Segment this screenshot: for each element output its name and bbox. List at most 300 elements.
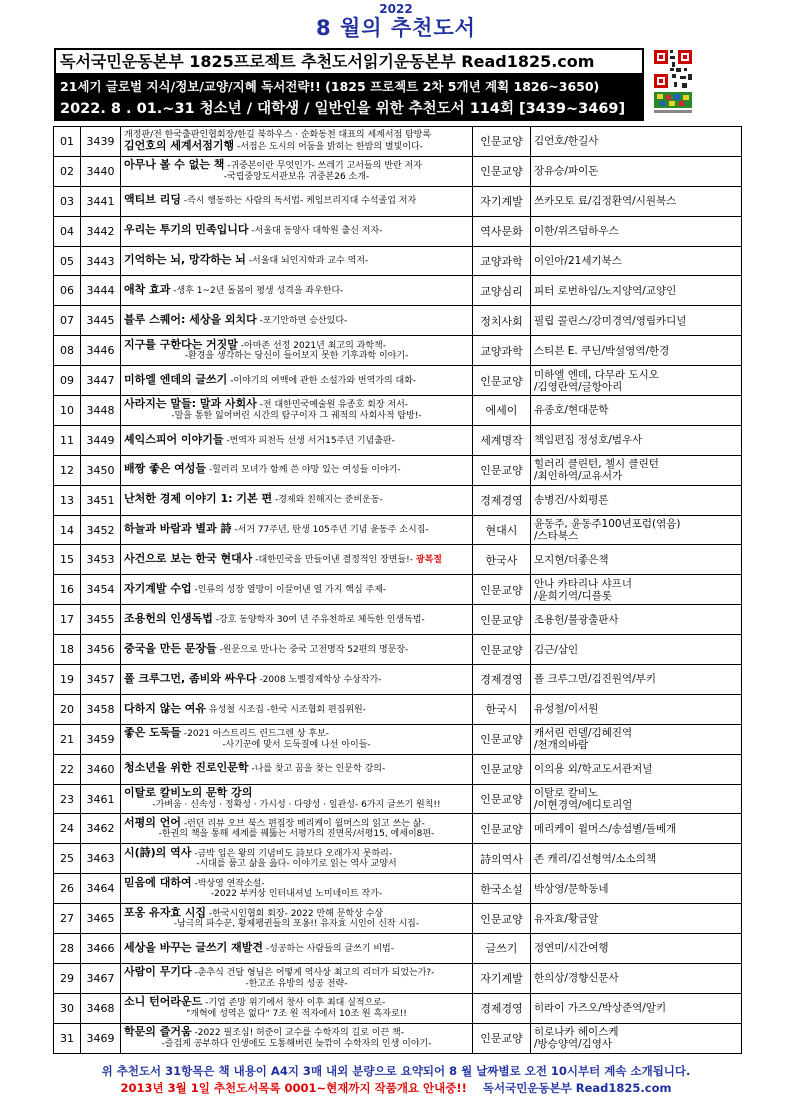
book-category: 인문교양 — [473, 127, 531, 157]
table-row — [54, 754, 742, 784]
footer-info — [0, 1080, 792, 1096]
book-info — [121, 366, 473, 396]
row-number: 19 — [54, 665, 81, 695]
book-category: 경제경영 — [473, 993, 531, 1023]
book-code: 3439 — [81, 127, 121, 157]
book-code: 3467 — [81, 963, 121, 993]
table-row — [54, 665, 742, 695]
table-row — [54, 186, 742, 216]
book-description: -2008 노벨경제학상 수상작가- — [259, 674, 382, 685]
book-category: 글쓰기 — [473, 934, 531, 964]
book-description-2: -환경을 생각하는 당신이 들어보지 못한 기후과학 이야기- — [184, 351, 409, 362]
book-info — [121, 336, 473, 366]
book-publisher: 한의상/경향신문사 — [534, 972, 619, 985]
row-number: 01 — [54, 127, 81, 157]
book-title[interactable]: 소니 턴어라운드 — [124, 995, 203, 1009]
book-title[interactable]: 세상을 바꾸는 글쓰기 재발견 — [124, 940, 263, 954]
book-description: -서울대 뇌인지학과 교수 역저- — [248, 256, 369, 267]
book-author-publisher — [531, 366, 742, 396]
book-info — [121, 545, 473, 575]
book-publisher: 이의용 외/학교도서관저널 — [534, 763, 653, 776]
book-publisher: 박상영/문학동네 — [534, 882, 609, 895]
book-description: -이야기의 여백에 관한 소설가와 번역가의 대화- — [230, 375, 417, 386]
book-category: 인문교양 — [473, 635, 531, 665]
book-description-2: -국립중앙도서관보유 귀중본26 소개- — [223, 171, 370, 182]
book-code: 3465 — [81, 904, 121, 934]
row-number: 27 — [54, 904, 81, 934]
book-publisher: 윤동주, 윤동주100년포럼(엮음) — [534, 518, 681, 531]
book-code: 3440 — [81, 156, 121, 186]
book-description: -서울대 동양사 대학원 출신 저자- — [251, 226, 383, 237]
book-category: 한국사 — [473, 545, 531, 575]
book-code: 3446 — [81, 336, 121, 366]
book-publisher: 안나 카타리나 샤프너 — [534, 577, 632, 590]
book-description-2: -즐겁게 공부하다 인생에도 도통해버린 늦깎이 수학자의 인생 이야기- — [161, 1038, 432, 1049]
table-row — [54, 336, 742, 366]
page-title: 8 월의 추천도서 — [316, 16, 476, 40]
book-code: 3454 — [81, 575, 121, 605]
book-code: 3466 — [81, 934, 121, 964]
book-description-2: -시대를 품고 삶을 읊다- 이야기로 읽는 역사 교양서 — [196, 859, 397, 870]
book-publisher: 필립 콜린스/강미경역/영림카디널 — [534, 314, 687, 327]
book-category: 교양심리 — [473, 276, 531, 306]
book-author-publisher — [531, 724, 742, 754]
book-title[interactable]: 청소년을 위한 진로인문학 — [124, 761, 249, 775]
book-category: 세계명작 — [473, 425, 531, 455]
row-number: 07 — [54, 306, 81, 336]
book-author-publisher — [531, 276, 742, 306]
book-title[interactable]: 다하지 않는 여유 — [124, 701, 207, 715]
book-info — [121, 127, 473, 157]
row-number: 28 — [54, 934, 81, 964]
book-publisher-2: /방승양역/김영사 — [534, 1038, 613, 1051]
table-row — [54, 904, 742, 934]
row-number: 02 — [54, 156, 81, 186]
book-info — [121, 1023, 473, 1053]
row-number: 09 — [54, 366, 81, 396]
book-publisher-2: /윤희기역/디플롯 — [534, 589, 613, 602]
book-category: 교양과학 — [473, 336, 531, 366]
book-code: 3452 — [81, 515, 121, 545]
book-publisher: 책임편집 정성호/범우사 — [534, 434, 643, 447]
table-row — [54, 934, 742, 964]
book-description: -서점은 도시의 어둠을 밝히는 한밤의 별빛이다- — [236, 141, 423, 152]
book-description: -2022 필조심! 허준이 교수를 수학자의 길로 이끈 책- — [194, 1028, 404, 1039]
book-author-publisher — [531, 605, 742, 635]
book-category: 에세이 — [473, 396, 531, 426]
book-author-publisher — [531, 515, 742, 545]
book-title[interactable]: 포옹 유자효 시집 — [124, 905, 207, 919]
book-description-2: -말을 통한 잃어버린 시간의 탐구이자 그 궤적의 사회사적 탐방!- — [171, 410, 422, 421]
book-pre-description: 개정판/전 한국출판인협회장/한길 북하우스 · 순화동천 대표의 세계서점 탐방록 — [124, 130, 432, 141]
book-category: 인문교양 — [473, 575, 531, 605]
book-description: -런던 리뷰 오브 북스 편집장 메리케이 윌머스의 읽고 쓰는 삶- — [183, 818, 425, 829]
book-description: -포기안하면 승산있다- — [259, 316, 348, 327]
book-description: -귀중본이란 무엇인가- 쓰레기 고서들의 반란 저자 — [227, 161, 422, 172]
recommended-books-table — [53, 126, 742, 1054]
row-number: 12 — [54, 455, 81, 485]
footer-catalog-note: 2013년 3월 1일 추천도서목록 0001~현재까지 작품개요 안내중!! — [120, 1081, 467, 1095]
book-code: 3455 — [81, 605, 121, 635]
book-author-publisher — [531, 216, 742, 246]
book-author-publisher — [531, 635, 742, 665]
table-row — [54, 814, 742, 844]
book-publisher: 송병건/사회평론 — [534, 494, 609, 507]
book-author-publisher — [531, 156, 742, 186]
book-code: 3447 — [81, 366, 121, 396]
book-code: 3441 — [81, 186, 121, 216]
book-code: 3449 — [81, 425, 121, 455]
book-category: 인문교양 — [473, 605, 531, 635]
book-code: 3457 — [81, 665, 121, 695]
book-title[interactable]: 사라지는 말들: 말과 사회사 — [124, 397, 257, 411]
table-row — [54, 545, 742, 575]
book-author-publisher — [531, 963, 742, 993]
table-row — [54, 216, 742, 246]
book-description-2: "개혁에 성역은 없다" 7조 원 적자에서 10조 원 흑자로!! — [186, 1008, 407, 1019]
book-description: -2021 아스트리드 린드그렌 상 후보- — [183, 729, 330, 740]
book-description: -원문으로 만나는 중국 고전명작 52편의 명문장- — [219, 644, 409, 655]
book-author-publisher — [531, 306, 742, 336]
book-code: 3458 — [81, 694, 121, 724]
book-code: 3450 — [81, 455, 121, 485]
book-category: 인문교양 — [473, 814, 531, 844]
book-publisher: 힐러리 클린턴, 첼시 클린턴 — [534, 458, 659, 471]
row-number: 24 — [54, 814, 81, 844]
book-author-publisher — [531, 844, 742, 874]
book-info — [121, 276, 473, 306]
book-info — [121, 396, 473, 426]
book-category: 현대시 — [473, 515, 531, 545]
book-info — [121, 934, 473, 964]
row-number: 22 — [54, 754, 81, 784]
book-title[interactable]: 블루 스퀘어: 세상을 외치다 — [124, 313, 257, 327]
book-code: 3451 — [81, 485, 121, 515]
book-publisher-2: /최인하역/교유서가 — [534, 470, 623, 483]
book-title[interactable]: 믿음에 대하여 — [124, 875, 192, 889]
book-publisher: 유종호/현대문학 — [534, 404, 609, 417]
book-description: -기업 존망 위기에서 창사 이후 최대 실적으로- — [205, 998, 386, 1009]
table-row — [54, 396, 742, 426]
book-title[interactable]: 액티브 리딩 — [124, 193, 181, 207]
row-number: 11 — [54, 425, 81, 455]
book-title[interactable]: 아무나 볼 수 없는 책 — [124, 158, 225, 172]
row-number: 31 — [54, 1023, 81, 1053]
book-description: -춘추식 건달 형님은 어떻게 역사상 최고의 리더가 되었는가?- — [194, 968, 435, 979]
book-code: 3453 — [81, 545, 121, 575]
book-code: 3456 — [81, 635, 121, 665]
book-title[interactable]: 김언호의 세계서점기행 — [124, 138, 235, 152]
book-author-publisher — [531, 814, 742, 844]
table-row — [54, 844, 742, 874]
book-title[interactable]: 중국을 만든 문장들 — [124, 641, 217, 655]
book-publisher: 김언호/한길사 — [534, 135, 599, 148]
book-author-publisher — [531, 665, 742, 695]
book-description: -즉시 행동하는 사람의 독서법- 케임브리지대 수석졸업 저자 — [183, 196, 417, 207]
book-info — [121, 814, 473, 844]
book-author-publisher — [531, 545, 742, 575]
row-number: 15 — [54, 545, 81, 575]
book-info — [121, 635, 473, 665]
book-info — [121, 515, 473, 545]
row-number: 25 — [54, 844, 81, 874]
book-description: 유성철 시조집 -한국 시조협회 편집위원- — [208, 704, 366, 715]
row-number: 21 — [54, 724, 81, 754]
row-number: 03 — [54, 186, 81, 216]
book-description: -성공하는 사람들의 글쓰기 비법- — [265, 943, 394, 954]
book-title[interactable]: 하늘과 바람과 별과 詩 — [124, 522, 232, 536]
book-info — [121, 874, 473, 904]
book-category: 인문교양 — [473, 904, 531, 934]
row-number: 05 — [54, 246, 81, 276]
table-row — [54, 156, 742, 186]
table-row — [54, 306, 742, 336]
book-info — [121, 216, 473, 246]
table-row — [54, 993, 742, 1023]
table-row — [54, 366, 742, 396]
book-category: 한국소설 — [473, 874, 531, 904]
book-author-publisher — [531, 396, 742, 426]
book-category: 한국시 — [473, 694, 531, 724]
book-info — [121, 306, 473, 336]
book-publisher: 정연미/시간여행 — [534, 942, 609, 955]
table-row — [54, 694, 742, 724]
banner-organization: 독서국민운동본부 1825프로젝트 추천도서읽기운동본부 Read1825.com — [54, 48, 644, 75]
book-author-publisher — [531, 1023, 742, 1053]
table-row — [54, 724, 742, 754]
footer-notice: 위 추천도서 31항목은 책 내용이 A4지 3매 내외 분량으로 요약되어 8 월 날짜별로 오전 10시부터 계속 소개됩니다. — [101, 1064, 691, 1078]
book-publisher: 유성철/이서원 — [534, 703, 599, 716]
book-category: 인문교양 — [473, 724, 531, 754]
book-title[interactable]: 폴 크루그먼, 좀비와 싸우다 — [124, 671, 257, 685]
book-title[interactable]: 학문의 즐거움 — [124, 1025, 192, 1039]
book-info — [121, 186, 473, 216]
book-publisher: 장유승/파이돈 — [534, 165, 599, 178]
book-title[interactable]: 애착 효과 — [124, 283, 171, 297]
book-title[interactable]: 사람이 무기다 — [124, 965, 192, 979]
book-code: 3460 — [81, 754, 121, 784]
row-number: 26 — [54, 874, 81, 904]
footer-website-link[interactable]: 독서국민운동본부 Read1825.com — [482, 1081, 672, 1095]
book-publisher: 조용헌/불광출판사 — [534, 613, 619, 626]
book-info — [121, 754, 473, 784]
book-description-2: -한권의 책을 통해 세계를 꿰뚫는 서평가의 진면목/서평15, 에세이8편- — [158, 829, 435, 840]
book-title[interactable]: 조용헌의 인생독법 — [124, 611, 213, 625]
table-row — [54, 276, 742, 306]
book-author-publisher — [531, 246, 742, 276]
book-title[interactable]: 난처한 경제 이야기 1: 기본 편 — [124, 492, 273, 506]
row-number: 23 — [54, 784, 81, 814]
book-author-publisher — [531, 904, 742, 934]
row-number: 18 — [54, 635, 81, 665]
book-description: -대한민국을 만들어낸 결정적인 장면들!- — [255, 555, 414, 566]
book-info — [121, 665, 473, 695]
book-category: 경제경영 — [473, 485, 531, 515]
table-row — [54, 127, 742, 157]
book-author-publisher — [531, 934, 742, 964]
book-title[interactable]: 사건으로 보는 한국 현대사 — [124, 552, 253, 566]
book-category: 詩의역사 — [473, 844, 531, 874]
book-publisher-2: /김영란역/글항아리 — [534, 380, 623, 393]
book-title[interactable]: 서평의 언어 — [124, 815, 181, 829]
book-description: -힐러리 모녀가 함께 쓴 야망 있는 여성들 이야기- — [208, 465, 401, 476]
book-info — [121, 156, 473, 186]
book-description: -전 대한민국예술원 유종호 회장 저서- — [259, 400, 409, 411]
year-label: 2022 — [379, 2, 413, 16]
book-author-publisher — [531, 754, 742, 784]
book-author-publisher — [531, 575, 742, 605]
table-row — [54, 1023, 742, 1053]
book-publisher: 이한/위즈덤하우스 — [534, 225, 619, 238]
book-code: 3448 — [81, 396, 121, 426]
row-number: 08 — [54, 336, 81, 366]
table-row — [54, 784, 742, 814]
book-title[interactable]: 지구를 구한다는 거짓말 — [124, 337, 238, 351]
book-category: 역사문화 — [473, 216, 531, 246]
table-row — [54, 635, 742, 665]
book-publisher: 유자효/황금알 — [534, 912, 599, 925]
table-row — [54, 963, 742, 993]
book-info — [121, 993, 473, 1023]
book-title[interactable]: 배짱 좋은 여성들 — [124, 462, 207, 476]
book-description: -금박 입은 왕의 기념비도 詩보다 오래가지 못하리- — [194, 848, 393, 859]
book-category: 인문교양 — [473, 156, 531, 186]
book-info — [121, 605, 473, 635]
book-title[interactable]: 자기계발 수업 — [124, 582, 192, 596]
book-publisher: 존 캐리/김선형역/소소의책 — [534, 852, 656, 865]
book-title[interactable]: 기억하는 뇌, 망각하는 뇌 — [124, 253, 246, 267]
book-category: 정치사회 — [473, 306, 531, 336]
book-description: -서거 77주년, 탄생 105주년 기념 윤동주 소시집- — [234, 525, 429, 536]
table-row — [54, 874, 742, 904]
book-publisher: 이탈로 칼비노 — [534, 787, 599, 800]
book-title[interactable]: 이탈로 칼비노의 문학 강의 — [124, 786, 253, 800]
book-publisher-2: /스타북스 — [534, 530, 579, 543]
book-code: 3469 — [81, 1023, 121, 1053]
book-code: 3463 — [81, 844, 121, 874]
table-row — [54, 425, 742, 455]
book-publisher: 모지현/더좋은책 — [534, 553, 609, 566]
book-author-publisher — [531, 993, 742, 1023]
book-description: -아마존 선정 2021년 최고의 과학책- — [240, 340, 386, 351]
book-category: 자기계발 — [473, 186, 531, 216]
book-publisher-2: /이현경역/에디토리얼 — [534, 799, 633, 812]
book-code: 3442 — [81, 216, 121, 246]
book-description: -박상영 연작소설- — [194, 878, 265, 889]
book-description-2: -2022 부커상 인터내셔널 노미네이트 작가- — [210, 889, 383, 900]
book-category: 교양과학 — [473, 246, 531, 276]
book-description: -경제와 친해지는 준비운동- — [274, 495, 383, 506]
book-author-publisher — [531, 784, 742, 814]
book-description: -번역자 피천득 선생 서거15주년 기념출판- — [226, 435, 395, 446]
book-description-2: -가벼움 · 신속성 · 정확성 · 가시성 · 다양성 · 일관성- 6가지 글쓰기 원칙!! — [152, 799, 441, 810]
book-category: 인문교양 — [473, 455, 531, 485]
table-row — [54, 485, 742, 515]
book-info — [121, 455, 473, 485]
book-code: 3461 — [81, 784, 121, 814]
book-info — [121, 904, 473, 934]
book-code: 3464 — [81, 874, 121, 904]
book-info — [121, 694, 473, 724]
book-title[interactable]: 우리는 투기의 민족입니다 — [124, 223, 249, 237]
book-description-2: -한고조 유방의 성공 전략- — [245, 978, 348, 989]
qr-code-icon[interactable] — [652, 48, 694, 116]
book-info — [121, 724, 473, 754]
row-number: 16 — [54, 575, 81, 605]
book-author-publisher — [531, 336, 742, 366]
row-number: 10 — [54, 396, 81, 426]
table-row — [54, 455, 742, 485]
row-number: 30 — [54, 993, 81, 1023]
book-info — [121, 844, 473, 874]
book-info — [121, 784, 473, 814]
table-row — [54, 246, 742, 276]
book-description: -한국시인협회 회장- 2022 만해 문학상 수상 — [208, 908, 384, 919]
row-number: 04 — [54, 216, 81, 246]
book-category: 경제경영 — [473, 665, 531, 695]
book-author-publisher — [531, 485, 742, 515]
book-title[interactable]: 좋은 도둑들 — [124, 726, 181, 740]
row-number: 17 — [54, 605, 81, 635]
book-code: 3443 — [81, 246, 121, 276]
book-author-publisher — [531, 694, 742, 724]
table-row — [54, 605, 742, 635]
book-info — [121, 485, 473, 515]
book-publisher: 피터 로번하임/노지양역/교양인 — [534, 284, 677, 297]
book-publisher: 메리케이 윌머스/송섬별/돌베개 — [534, 822, 677, 835]
book-author-publisher — [531, 455, 742, 485]
book-category: 자기계발 — [473, 963, 531, 993]
book-description-2: -남극의 파수꾼, 황제펭귄들의 포옹!! 유자효 시인이 신작 시집- — [173, 919, 420, 930]
book-author-publisher — [531, 186, 742, 216]
book-code: 3444 — [81, 276, 121, 306]
book-publisher: 쓰카모토 료/김정환역/시원북스 — [534, 195, 677, 208]
book-info — [121, 575, 473, 605]
book-title[interactable]: 시(詩)의 역사 — [124, 845, 192, 859]
book-description: -강호 동양학자 30여 년 주유천하로 체득한 인생독법- — [215, 614, 425, 625]
book-description-2: -사기꾼에 맞서 도둑질에 나선 아이들- — [222, 739, 371, 750]
book-title[interactable]: 셰익스피어 이야기들 — [124, 432, 224, 446]
row-number: 20 — [54, 694, 81, 724]
row-number: 29 — [54, 963, 81, 993]
book-code: 3445 — [81, 306, 121, 336]
banner-period: 2022. 8 . 01.~31 청소년 / 대학생 / 일반인을 위한 추천도서 114회 [3439~3469] — [54, 98, 644, 121]
book-publisher: 미하엘 엔데, 다무라 도시오 — [534, 368, 659, 381]
book-author-publisher — [531, 127, 742, 157]
book-publisher: 김근/삼인 — [534, 643, 579, 656]
book-author-publisher — [531, 425, 742, 455]
book-publisher: 캐서린 런델/김혜진역 — [534, 727, 633, 740]
book-info — [121, 963, 473, 993]
book-description: -인류의 성장 열망이 이끌어낸 열 가지 핵심 주제- — [194, 585, 387, 596]
book-code: 3468 — [81, 993, 121, 1023]
book-category: 인문교양 — [473, 754, 531, 784]
book-publisher: 히로나카 헤이스케 — [534, 1026, 619, 1039]
book-author-publisher — [531, 874, 742, 904]
book-description: -생후 1~2년 돌봄이 평생 성격을 좌우한다- — [173, 286, 344, 297]
row-number: 13 — [54, 485, 81, 515]
book-category: 인문교양 — [473, 784, 531, 814]
book-title[interactable]: 미하엘 엔데의 글쓰기 — [124, 372, 228, 386]
book-publisher-2: /천개의바람 — [534, 739, 589, 752]
table-row — [54, 515, 742, 545]
highlight-badge: 광복절 — [415, 555, 443, 566]
row-number: 14 — [54, 515, 81, 545]
book-info — [121, 425, 473, 455]
book-publisher: 히라이 가즈오/박상준역/알키 — [534, 1002, 667, 1015]
table-row — [54, 575, 742, 605]
book-publisher: 스티븐 E. 쿠닌/박설영역/한경 — [534, 344, 670, 357]
